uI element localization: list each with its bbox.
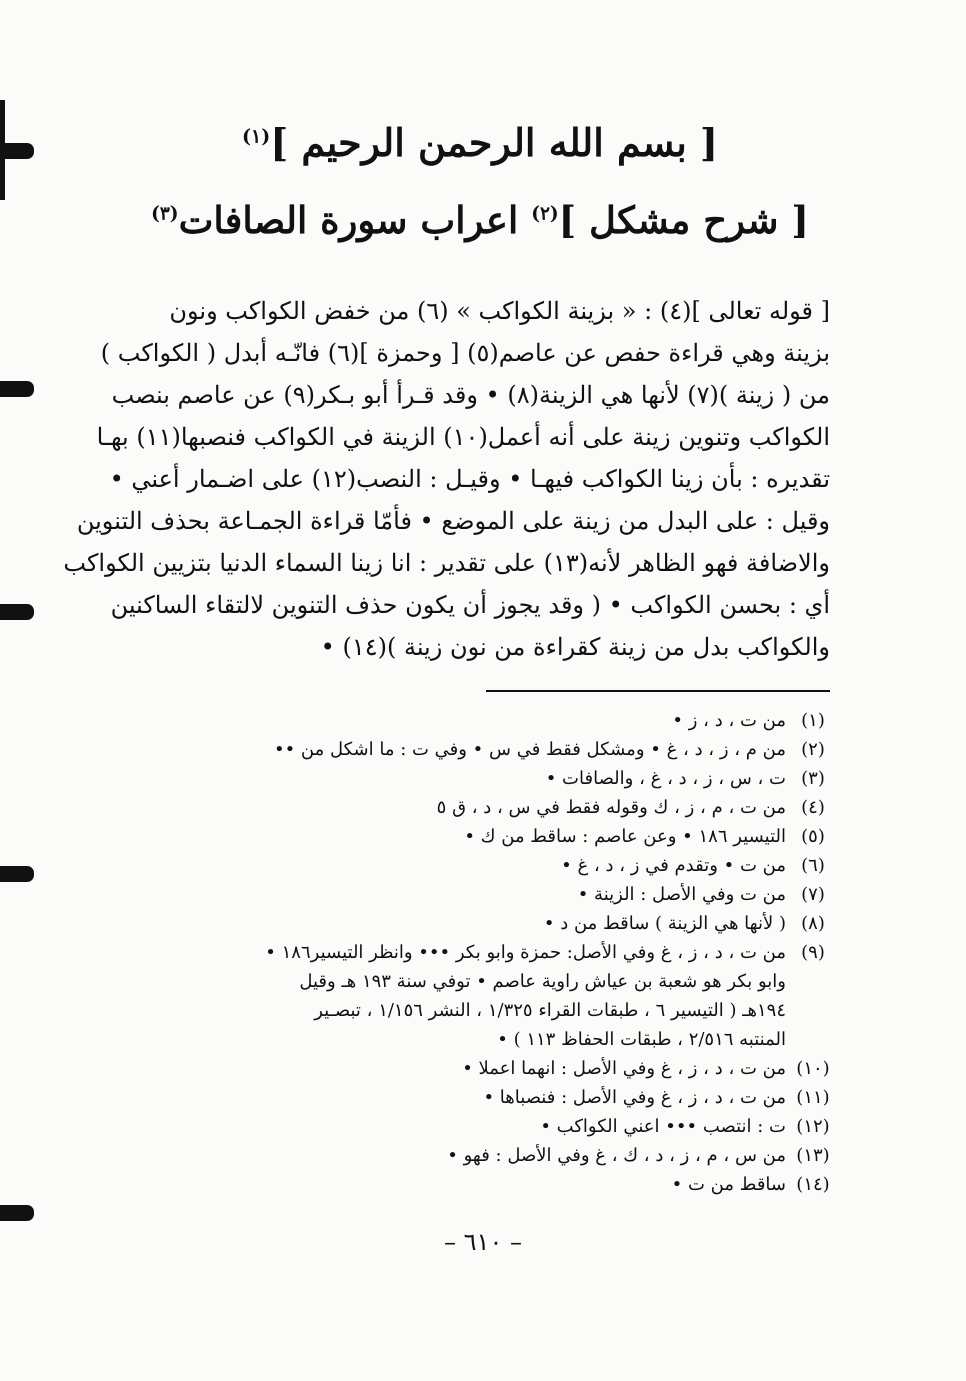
footnote-text: من ت وفي الأصل : الزينة • (577, 884, 786, 905)
footnote-ref: (٣) (151, 203, 179, 225)
footnote-text: ت ، س ، ز ، د ، غ ، والصافات • (545, 768, 786, 789)
footnote (130, 1054, 840, 1083)
footnote-number: (١٣) (796, 1145, 830, 1166)
margin-mark (0, 604, 34, 620)
text-line: بزينة وهي قراءة حفص عن عاصم(٥) [ وحمزة ](٦) فانّـه أبدل ( الكواكب ) (100, 339, 830, 367)
footnote (130, 735, 840, 764)
basmala-heading (200, 120, 760, 165)
footnote-text: من ت • وتقدم في ز ، د ، غ • (561, 855, 786, 876)
title-part-two: اعراب سورة الصافات (178, 198, 519, 242)
text-line: أي : بحسن الكواكب • ( وقد يجوز أن يكون حذف التنوين لالتقاء الساكنين (110, 591, 830, 619)
footnote (130, 706, 840, 735)
footnote-continuation: وابو بكر هو شعبة بن عياش راوية عاصم • توفي سنة ١٩٣ هـ وقيل (299, 971, 786, 992)
footnote-ref: (١) (241, 125, 271, 148)
footnote (130, 822, 840, 851)
footnote (130, 1170, 840, 1199)
footnote-text: من م ، ز ، د ، غ • ومشكل فقط في س • وفي ت : ما اشكل من •• (273, 739, 786, 760)
footnote-text: من س ، م ، ز ، د ، ك ، غ وفي الأصل : فهو • (447, 1145, 786, 1166)
footnote (130, 764, 840, 793)
margin-mark (0, 1205, 34, 1221)
text-line: والاضافة فهو الظاهر لأنه(١٣) على تقدير : انا زينا السماء الدنيا بتزيين الكواكب (63, 549, 830, 577)
footnote (130, 793, 840, 822)
margin-mark (0, 381, 34, 397)
footnotes (130, 706, 840, 1199)
footnote-number: (٦) (801, 855, 825, 876)
footnote-text: من ت ، د ، ز • (672, 710, 786, 731)
footnote-number: (٧) (801, 884, 825, 905)
footnote-ref: (٢) (531, 203, 559, 225)
footnote-number: (١٤) (796, 1174, 830, 1195)
text-line: من ( زينة )(٧) لأنها هي الزينة(٨) • وقد قـرأ أبو بـكر(٩) عن عاصم بنصب (111, 381, 830, 409)
main-text (63, 290, 830, 668)
text-line: وقيل : على البدل من زينة على الموضع • فأمّا قراءة الجمـاعة بحذف التنوين (76, 507, 830, 535)
footnote-number: (٥) (801, 826, 825, 847)
footnote-text: من ت ، م ، ز ، ك وقوله فقط في س ، د ، ق ٥ (436, 797, 786, 818)
footnote-text: ت : انتصب ••• اعني الكواكب • (540, 1116, 786, 1137)
footnote (130, 880, 840, 909)
title-part-one: [ شرح مشكل ] (558, 198, 809, 242)
footnote (130, 938, 840, 967)
footnote-number: (١٢) (796, 1116, 830, 1137)
footnote-continuation: المنتبه ٢/٥١٦ ، طبقات الحفاظ ١١٣ ) • (497, 1029, 786, 1050)
footnote-text: ( لأنها هي الزينة ) ساقط من د • (543, 913, 786, 934)
text-line: الكواكب وتنوين زينة على أنه أعمل(١٠) الزينة في الكواكب فنصبها(١١) بهـا (96, 423, 830, 451)
footnote (130, 851, 840, 880)
footnote-number: (٣) (801, 768, 825, 789)
footnote-text: من ت ، د ، ز ، غ وفي الأصل : فنصباها • (483, 1087, 786, 1108)
footnote-text: من ت ، د ، ز ، غ وفي الأصل : انهما اعملا • (462, 1058, 786, 1079)
footnote-number: (٩) (801, 942, 825, 963)
footnote-separator (486, 690, 830, 692)
margin-mark (0, 866, 34, 882)
page-number: – ٦١٠ – (444, 1228, 522, 1256)
footnote-number: (١٠) (796, 1058, 830, 1079)
footnote (130, 1112, 840, 1141)
chapter-title (150, 198, 810, 242)
text-line: [ قوله تعالى ](٤) : « بزينة الكواكب » (٦) من خفض الكواكب ونون (169, 297, 830, 325)
footnote-text: من ت ، د ، ز ، غ وفي الأصل: حمزة وابو بكر ••• وانظر التيسير١٨٦ • (265, 942, 786, 963)
footnote (130, 909, 840, 938)
margin-mark (0, 143, 34, 159)
footnote-continuation: ١٩٤هـ ( التيسير ٦ ، طبقات القراء ١/٣٢٥ ، النشر ١/١٥٦ ، تبصـير (314, 1000, 786, 1021)
footnote-number: (١) (801, 710, 825, 731)
footnote (130, 1141, 840, 1170)
footnote-text: ساقط من ت • (671, 1174, 786, 1195)
text-line: والكواكب بدل من زينة كقراءة من نون زينة )(١٤) • (320, 633, 830, 661)
footnote-number: (٢) (801, 739, 825, 760)
text-line: تقديره : بأن زينا الكواكب فيهـا • وقيـل : النصب(١٢) على اضـمار أعني • (109, 465, 830, 493)
footnote-number: (١١) (796, 1087, 830, 1108)
footnote (130, 1083, 840, 1112)
footnote-number: (٤) (801, 797, 825, 818)
basmala-text: [ بسم الله الرحمن الرحيم ] (270, 120, 719, 165)
footnote-number: (٨) (801, 913, 825, 934)
footnote-text: التيسير ١٨٦ • وعن عاصم : ساقط من ك • (464, 826, 786, 847)
